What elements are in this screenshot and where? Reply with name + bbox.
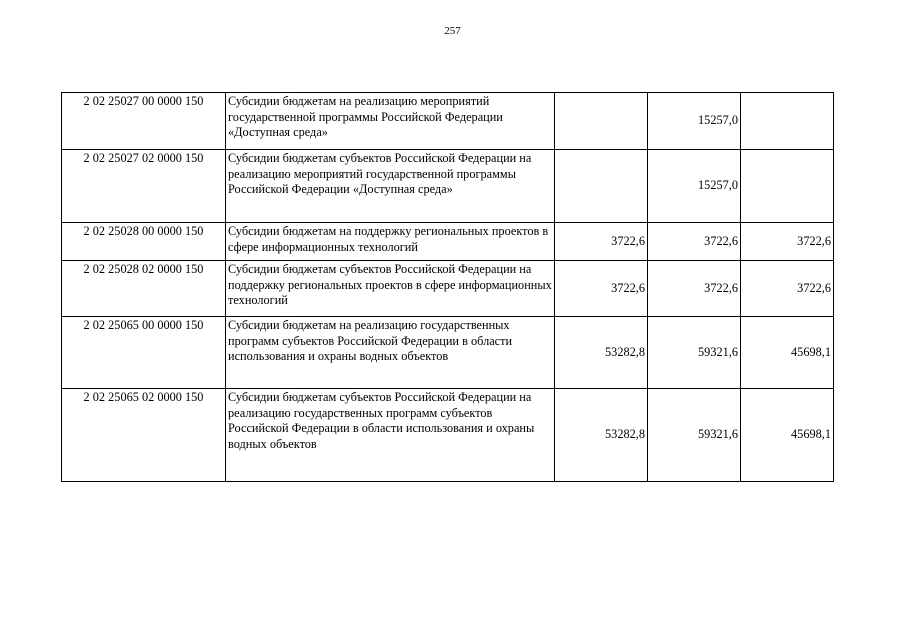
table-row [62, 150, 834, 223]
row-value-3: 3722,6 [741, 261, 834, 317]
row-name: Субсидии бюджетам субъектов Российской Федерации на реализацию государственных программ субъектов Российской Федерации в области использования и охраны водных объектов [226, 389, 555, 482]
row-value-1: 3722,6 [555, 223, 648, 261]
row-value-3 [741, 150, 834, 223]
row-code: 2 02 25028 02 0000 150 [62, 261, 226, 317]
row-value-2: 15257,0 [648, 150, 741, 223]
row-name: Субсидии бюджетам на реализацию мероприятий государственной программы Российской Федерации «Доступная среда» [226, 93, 555, 150]
table-row [62, 223, 834, 261]
row-value-1: 3722,6 [555, 261, 648, 317]
page-number: 257 [444, 25, 461, 37]
row-value-3: 45698,1 [741, 389, 834, 482]
row-value-1 [555, 150, 648, 223]
row-value-2: 3722,6 [648, 261, 741, 317]
row-code: 2 02 25065 00 0000 150 [62, 317, 226, 389]
row-name: Субсидии бюджетам субъектов Российской Федерации на реализацию мероприятий государственной программы Российской Федерации «Доступная среда» [226, 150, 555, 223]
table-row [62, 93, 834, 150]
row-value-1: 53282,8 [555, 317, 648, 389]
table-row [62, 389, 834, 482]
row-name: Субсидии бюджетам субъектов Российской Федерации на поддержку региональных проектов в сфере информационных технологий [226, 261, 555, 317]
row-code: 2 02 25065 02 0000 150 [62, 389, 226, 482]
row-code: 2 02 25027 02 0000 150 [62, 150, 226, 223]
row-value-2: 59321,6 [648, 317, 741, 389]
row-code: 2 02 25027 00 0000 150 [62, 93, 226, 150]
row-name: Субсидии бюджетам на поддержку региональных проектов в сфере информационных технологий [226, 223, 555, 261]
row-name: Субсидии бюджетам на реализацию государственных программ субъектов Российской Федерации в области использования и охраны водных объектов [226, 317, 555, 389]
row-value-2: 3722,6 [648, 223, 741, 261]
row-value-3: 45698,1 [741, 317, 834, 389]
row-value-1 [555, 93, 648, 150]
budget-table [61, 92, 834, 482]
row-code: 2 02 25028 00 0000 150 [62, 223, 226, 261]
table-row [62, 261, 834, 317]
table-row [62, 317, 834, 389]
row-value-3: 3722,6 [741, 223, 834, 261]
row-value-3 [741, 93, 834, 150]
row-value-2: 15257,0 [648, 93, 741, 150]
row-value-2: 59321,6 [648, 389, 741, 482]
row-value-1: 53282,8 [555, 389, 648, 482]
